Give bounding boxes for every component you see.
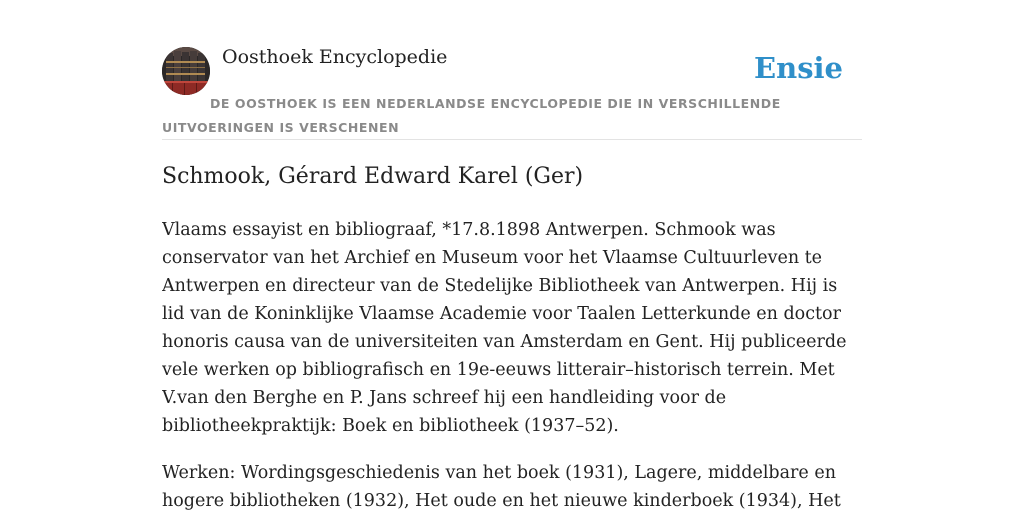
page	[162, 0, 862, 512]
article-title: Schmook, Gérard Edward Karel (Ger)	[162, 164, 584, 189]
site-header	[162, 0, 862, 140]
book-spines-icon	[162, 47, 210, 95]
site-tagline: DE OOSTHOEK IS EEN NEDERLANDSE ENCYCLOPEDIE DIE IN VERSCHILLENDE UITVOERINGEN IS VERSCHENEN	[162, 96, 781, 135]
article-body	[162, 216, 862, 512]
brand-logo[interactable]: Ensie	[754, 51, 843, 85]
site-title-link[interactable]: Oosthoek Encyclopedie	[222, 46, 448, 68]
article-paragraph: Werken: Wordingsgeschiedenis van het boek (1931), Lagere, middelbare en hogere bibliotheken (1932), Het oude en het nieuwe kinderboek (1934), Het	[162, 463, 841, 511]
article-paragraph: Vlaams essayist en bibliograaf, *17.8.1898 Antwerpen. Schmook was conservator van het Archief en Museum voor het Vlaamse Cultuurleven te Antwerpen en directeur van de Stedelijke Bibliotheek van Antwerpen. Hij is lid van de Koninklijke Vlaamse Academie voor Taalen Letterkunde en doctor honoris causa van de universiteiten van Amsterdam en Gent. Hij publiceerde vele werken op bibliografisch en 19e-eeuws litterair–historisch terrein. Met V.van den Berghe en P. Jans schreef hij een handleiding voor de bibliotheekpraktijk: Boek en bibliotheek (1937–52).	[162, 220, 847, 436]
site-avatar[interactable]	[162, 47, 210, 95]
